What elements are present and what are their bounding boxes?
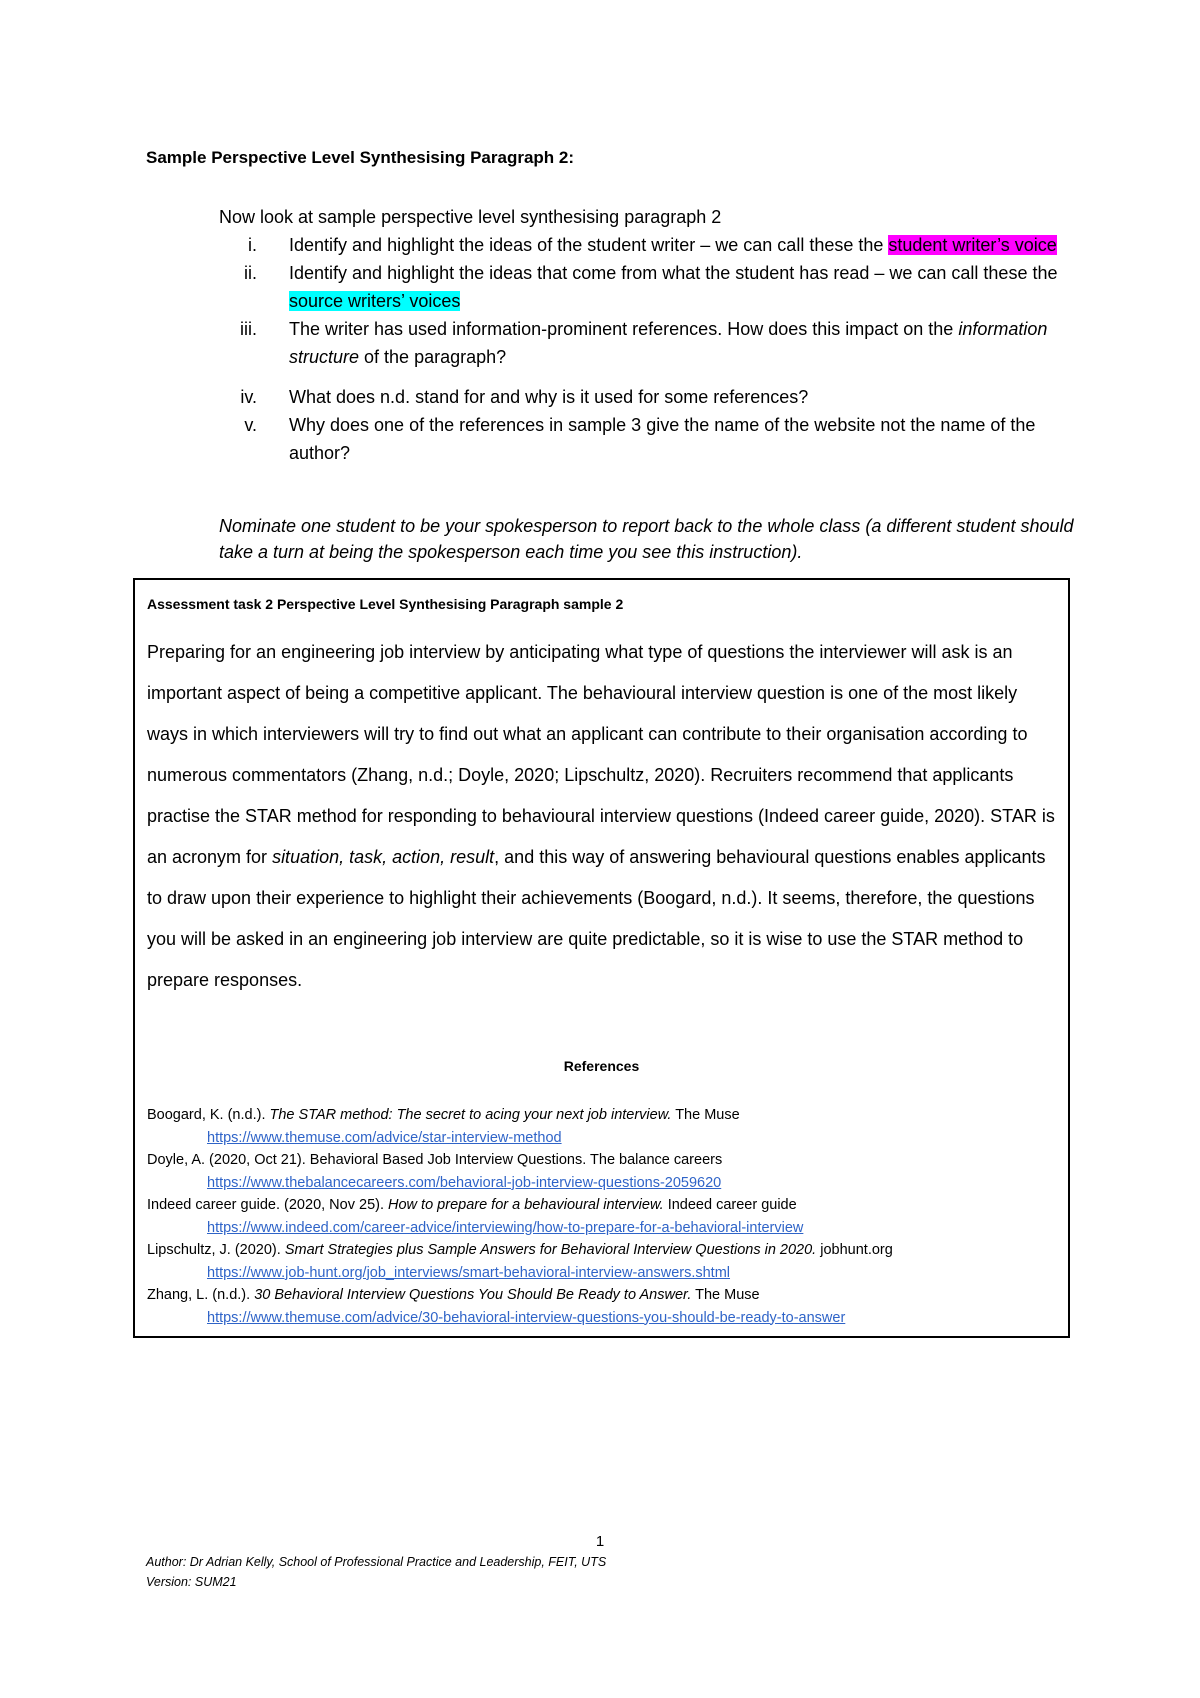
- sample-paragraph-box: [133, 578, 1070, 1338]
- task-text: of the paragraph?: [359, 347, 507, 367]
- task-list: [219, 231, 1059, 467]
- task-number: iii.: [240, 319, 257, 339]
- task-item: [219, 383, 1059, 411]
- reference-author: Lipschultz, J. (2020).: [147, 1242, 285, 1258]
- task-text-italic: information structure: [289, 319, 1048, 367]
- references-heading: References: [563, 1058, 640, 1074]
- page-number: 1: [595, 1533, 605, 1550]
- reference-title: 30 Behavioral Interview Questions You Should Be Ready to Answer.: [254, 1287, 692, 1303]
- task-text: Identify and highlight the ideas that come from what the student has read – we can call these the: [289, 263, 1058, 283]
- task-item: [219, 259, 1059, 315]
- reference-publisher: Indeed career guide: [663, 1197, 797, 1213]
- reference-author: Doyle, A. (2020, Oct 21). Behavioral Based Job Interview Questions. The balance careers: [147, 1152, 723, 1168]
- reference-link[interactable]: https://www.themuse.com/advice/30-behavioral-interview-questions-you-should-be-ready-to-answer: [207, 1309, 846, 1326]
- paragraph-italic: situation, task, action, result: [272, 847, 495, 867]
- reference-author: Indeed career guide. (2020, Nov 25).: [147, 1197, 389, 1213]
- task-text: The writer has used information-prominent references. How does this impact on the: [289, 319, 959, 339]
- task-number: i.: [248, 235, 257, 255]
- sample-paragraph: [147, 632, 1057, 1001]
- reference-author: Zhang, L. (n.d.).: [147, 1287, 255, 1303]
- task-item: [219, 231, 1059, 259]
- reference-link[interactable]: https://www.indeed.com/career-advice/interviewing/how-to-prepare-for-a-behavioral-interview: [207, 1219, 804, 1236]
- task-number: iv.: [240, 387, 257, 407]
- nominate-instruction: Nominate one student to be your spokesperson to report back to the whole class (a different student should take a turn at being the spokesperson each time you see this instruction).: [219, 516, 1074, 562]
- reference-link[interactable]: https://www.themuse.com/advice/star-interview-method: [207, 1129, 562, 1146]
- page-footer: [146, 1552, 606, 1592]
- task-item: [219, 411, 1059, 467]
- task-number: ii.: [244, 263, 257, 283]
- task-text: Why does one of the references in sample 3 give the name of the website not the name of the author?: [289, 415, 1036, 463]
- task-text: Identify and highlight the ideas of the student writer – we can call these the: [289, 235, 889, 255]
- reference-list: [147, 1104, 1062, 1329]
- reference-title: How to prepare for a behavioural interview.: [388, 1197, 664, 1213]
- paragraph-text: , and this way of answering behavioural questions enables applicants to draw upon their experience to highlight their achievements (Boogard, n.d.). It seems, therefore, the questions you will be asked in an engineering job interview are quite predictable, so it is wise to use the STAR method to prepare responses.: [147, 847, 1046, 990]
- page-heading: Sample Perspective Level Synthesising Paragraph 2:: [146, 148, 575, 167]
- task-item: [219, 315, 1059, 371]
- reference-publisher: The Muse: [671, 1107, 740, 1123]
- reference-author: Boogard, K. (n.d.).: [147, 1107, 270, 1123]
- task-text: What does n.d. stand for and why is it used for some references?: [289, 387, 809, 407]
- reference-publisher: jobhunt.org: [816, 1242, 893, 1258]
- reference-link[interactable]: https://www.job-hunt.org/job_interviews/smart-behavioral-interview-answers.shtml: [207, 1264, 731, 1281]
- reference-entry: [147, 1239, 1062, 1284]
- reference-title: The STAR method: The secret to acing your next job interview.: [269, 1107, 672, 1123]
- footer-author: Author: Dr Adrian Kelly, School of Professional Practice and Leadership, FEIT, UTS: [146, 1555, 607, 1569]
- paragraph-text: Preparing for an engineering job interview by anticipating what type of questions the interviewer will ask is an important aspect of being a competitive applicant. The behavioural interview question is one of the most likely ways in which interviewers will try to find out what an applicant can contribute to their organisation according to numerous commentators (Zhang, n.d.; Doyle, 2020; Lipschultz, 2020). Recruiters recommend that applicants practise the STAR method for responding to behavioural interview questions (Indeed career guide, 2020). STAR is an acronym for: [147, 642, 1055, 867]
- box-title: Assessment task 2 Perspective Level Synthesising Paragraph sample 2: [147, 596, 624, 612]
- highlight-student-voice: student writer’s voice: [888, 235, 1057, 255]
- highlight-source-voices: source writers’ voices: [289, 291, 461, 311]
- reference-entry: [147, 1194, 1062, 1239]
- reference-entry: [147, 1104, 1062, 1149]
- reference-entry: [147, 1149, 1062, 1194]
- reference-publisher: The Muse: [691, 1287, 760, 1303]
- task-number: v.: [244, 415, 257, 435]
- reference-entry: [147, 1284, 1062, 1329]
- footer-version: Version: SUM21: [146, 1575, 237, 1589]
- intro-text: Now look at sample perspective level synthesising paragraph 2: [219, 207, 722, 227]
- reference-title: Smart Strategies plus Sample Answers for Behavioral Interview Questions in 2020.: [284, 1242, 817, 1258]
- reference-link[interactable]: https://www.thebalancecareers.com/behavioral-job-interview-questions-2059620: [207, 1174, 722, 1191]
